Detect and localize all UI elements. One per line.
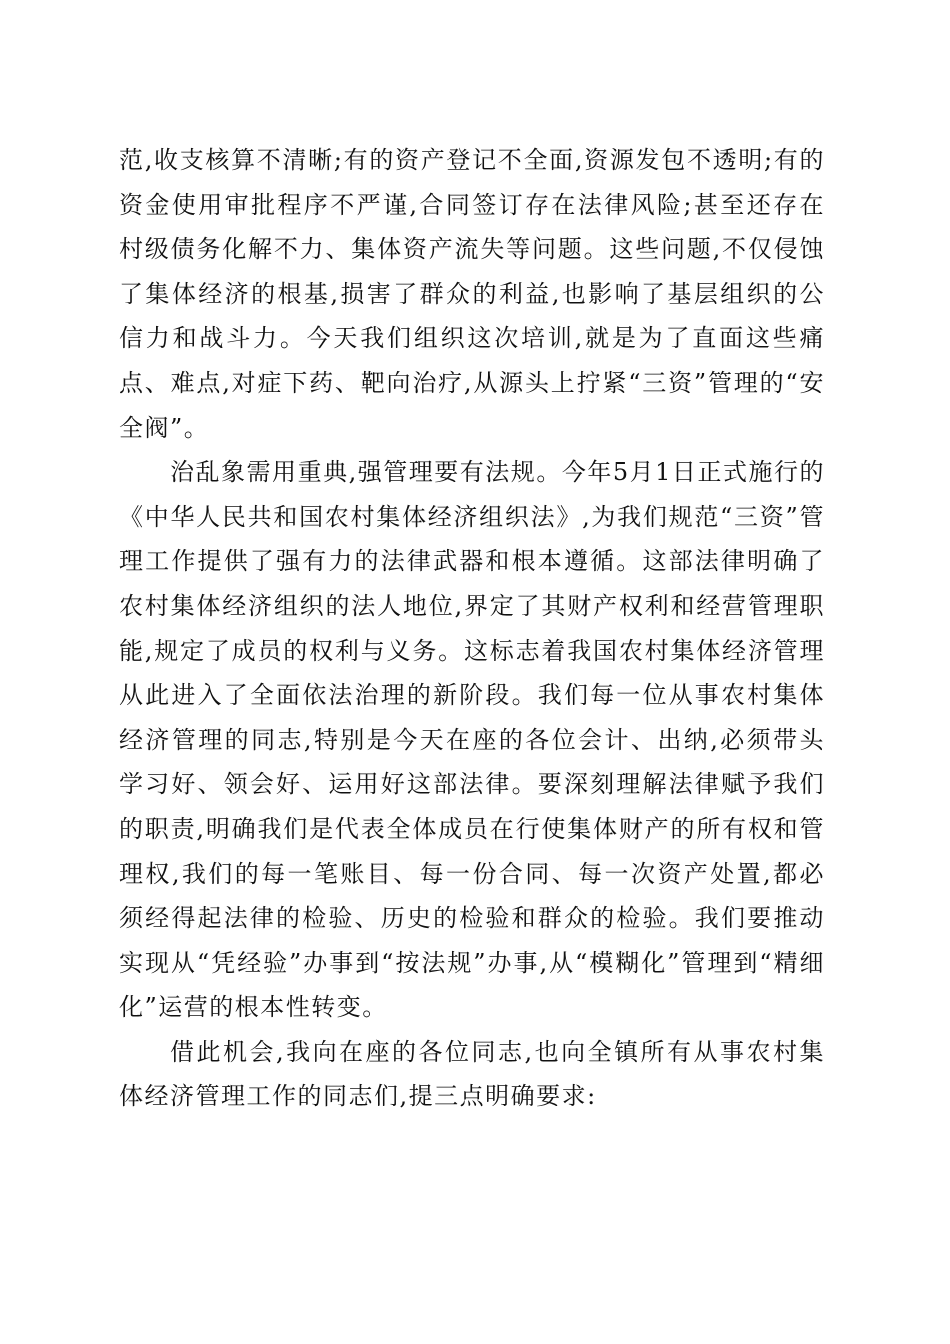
- document-body: [119, 138, 825, 1119]
- paragraph-continued: 范,收支核算不清晰;有的资产登记不全面,资源发包不透明;有的资金使用审批程序不严谨,合同签订存在法律风险;甚至还存在村级债务化解不力、集体资产流失等问题。这些问题,不仅侵蚀了集体经济的根基,损害了群众的利益,也影响了基层组织的公信力和战斗力。今天我们组织这次培训,就是为了直面这些痛点、难点,对症下药、靶向治疗,从源头上拧紧“三资”管理的“安全阀”。: [119, 146, 825, 442]
- paragraph-requirements: 借此机会,我向在座的各位同志,也向全镇所有从事农村集体经济管理工作的同志们,提三点明确要求:: [119, 1037, 825, 1111]
- paragraph-law: 治乱象需用重典,强管理要有法规。今年5月1日正式施行的《中华人民共和国农村集体经济组织法》,为我们规范“三资”管理工作提供了强有力的法律武器和根本遵循。这部法律明确了农村集体经济组织的法人地位,界定了其财产权利和经营管理职能,规定了成员的权利与义务。这标志着我国农村集体经济管理从此进入了全面依法治理的新阶段。我们每一位从事农村集体经济管理的同志,特别是今天在座的各位会计、出纳,必须带头学习好、领会好、运用好这部法律。要深刻理解法律赋予我们的职责,明确我们是代表全体成员在行使集体财产的所有权和管理权,我们的每一笔账目、每一份合同、每一次资产处置,都必须经得起法律的检验、历史的检验和群众的检验。我们要推动实现从“凭经验”办事到“按法规”办事,从“模糊化”管理到“精细化”运营的根本性转变。: [119, 458, 825, 1022]
